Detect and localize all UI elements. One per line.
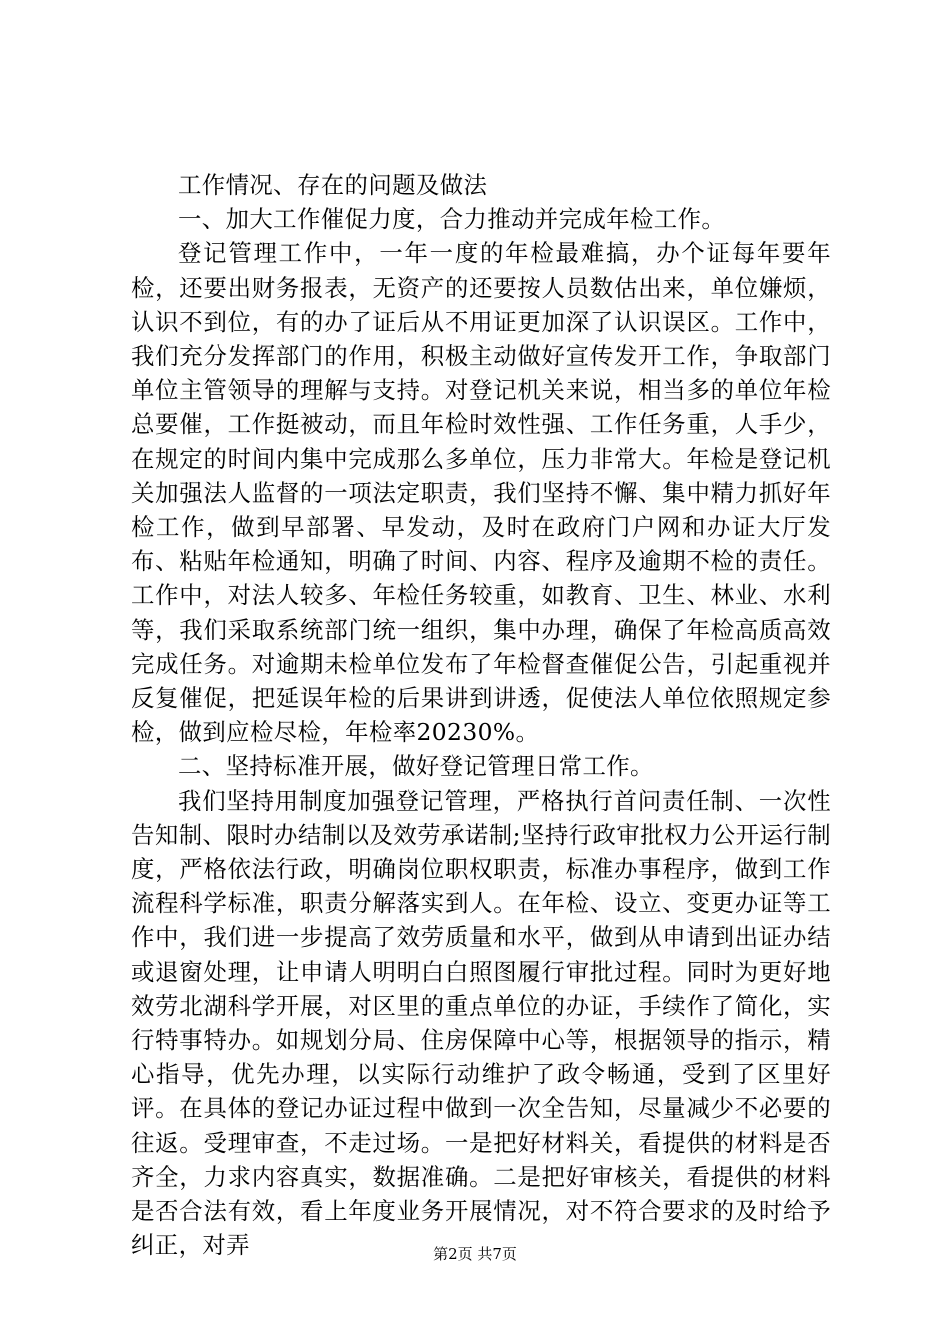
page-number-footer: 第2页 共7页 [433,1245,517,1263]
body-paragraph-1: 登记管理工作中，一年一度的年检最难搞，办个证每年要年检，还要出财务报表，无资产的还要按人员数估出来，单位嫌烦，认识不到位，有的办了证后从不用证更加深了认识误区。工作中，我们充分发挥部门的作用，积极主动做好宣传发开工作，争取部门单位主管领导的理解与支持。对登记机关来说，相当多的单位年检总要催，工作挺被动，而且年检时效性强、工作任务重，人手少，在规定的时间内集中完成那么多单位，压力非常大。年检是登记机关加强法人监督的一项法定职责，我们坚持不懈、集中精力抓好年检工作，做到早部署、早发动，及时在政府门户网和办证大厅发布、粘贴年检通知，明确了时间、内容、程序及逾期不检的责任。工作中，对法人较多、年检任务较重，如教育、卫生、林业、水利等，我们采取系统部门统一组织，集中办理，确保了年检高质高效完成任务。对逾期未检单位发布了年检督查催促公告，引起重视并反复催促，把延误年检的后果讲到讲透，促使法人单位依照规定参检，做到应检尽检，年检率20230%。 [131,239,831,747]
document-body [131,168,831,1263]
subsection-heading-2: 二、坚持标准开展，做好登记管理日常工作。 [178,752,654,781]
section-heading: 工作情况、存在的问题及做法 [178,171,488,199]
body-paragraph-2: 我们坚持用制度加强登记管理，严格执行首问责任制、一次性告知制、限时办结制以及效劳承诺制;坚持行政审批权力公开运行制度，严格依法行政，明确岗位职权职责，标准办事程序，做到工作流程科学标准，职责分解落实到人。在年检、设立、变更办证等工作中，我们进一步提高了效劳质量和水平，做到从申请到出证办结或退窗处理，让申请人明明白白照图履行审批过程。同时为更好地效劳北湖科学开展，对区里的重点单位的办证，手续作了简化，实行特事特办。如规划分局、住房保障中心等，根据领导的指示，精心指导，优先办理，以实际行动维护了政令畅通，受到了区里好评。在具体的登记办证过程中做到一次全告知，尽量减少不必要的往返。受理审查，不走过场。一是把好材料关，看提供的材料是否齐全，力求内容真实，数据准确。二是把好审核关，看提供的材料是否合法有效，看上年度业务开展情况，对不符合要求的及时给予纠正，对弄 [131,786,831,1260]
subsection-heading-1: 一、加大工作催促力度，合力推动并完成年检工作。 [178,205,726,234]
